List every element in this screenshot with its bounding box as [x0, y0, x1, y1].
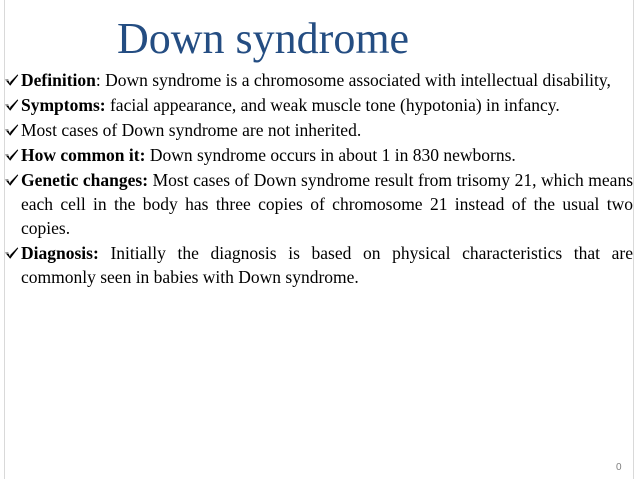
bullet-item-frequency [4, 143, 633, 167]
bullet-list [4, 68, 633, 290]
bullet-label: Definition [21, 70, 96, 90]
bullet-text: Most cases of Down syndrome result from trisomy 21, which means each cell in the body has three copies of chromosome 21 instead of the usual two copies. [21, 170, 634, 238]
checkmark-arrow-icon [4, 245, 19, 260]
bullet-text: facial appearance, and weak muscle tone (hypotonia) in infancy. [109, 95, 560, 115]
checkmark-arrow-icon [4, 122, 19, 137]
slide-number: 0 [616, 462, 622, 473]
bullet-text: Down syndrome is a chromosome associated with intellectual disability, [105, 70, 611, 90]
checkmark-arrow-icon [4, 97, 19, 112]
bullet-text: Initially the diagnosis is based on physical characteristics that are commonly seen in babies with Down syndrome. [21, 243, 634, 287]
bullet-text: Most cases of Down syndrome are not inherited. [21, 120, 362, 140]
bullet-label: Symptoms: [21, 95, 106, 115]
bullet-separator: : [95, 70, 106, 90]
bullet-item-diagnosis [4, 241, 633, 289]
checkmark-arrow-icon [4, 72, 19, 87]
slide-title: Down syndrome [117, 14, 410, 63]
bullet-label: Diagnosis: [21, 243, 99, 263]
bullet-item-inheritance [4, 118, 633, 142]
bullet-label: How common it: [21, 145, 146, 165]
checkmark-arrow-icon [4, 147, 19, 162]
bullet-item-symptoms [4, 93, 633, 117]
bullet-label: Genetic changes: [21, 170, 149, 190]
bullet-separator [99, 243, 111, 263]
bullet-item-definition [4, 68, 633, 92]
checkmark-arrow-icon [4, 172, 19, 187]
bullet-text: Down syndrome occurs in about 1 in 830 newborns. [149, 145, 516, 165]
bullet-item-genetic-changes [4, 168, 633, 240]
right-divider [633, 0, 634, 479]
